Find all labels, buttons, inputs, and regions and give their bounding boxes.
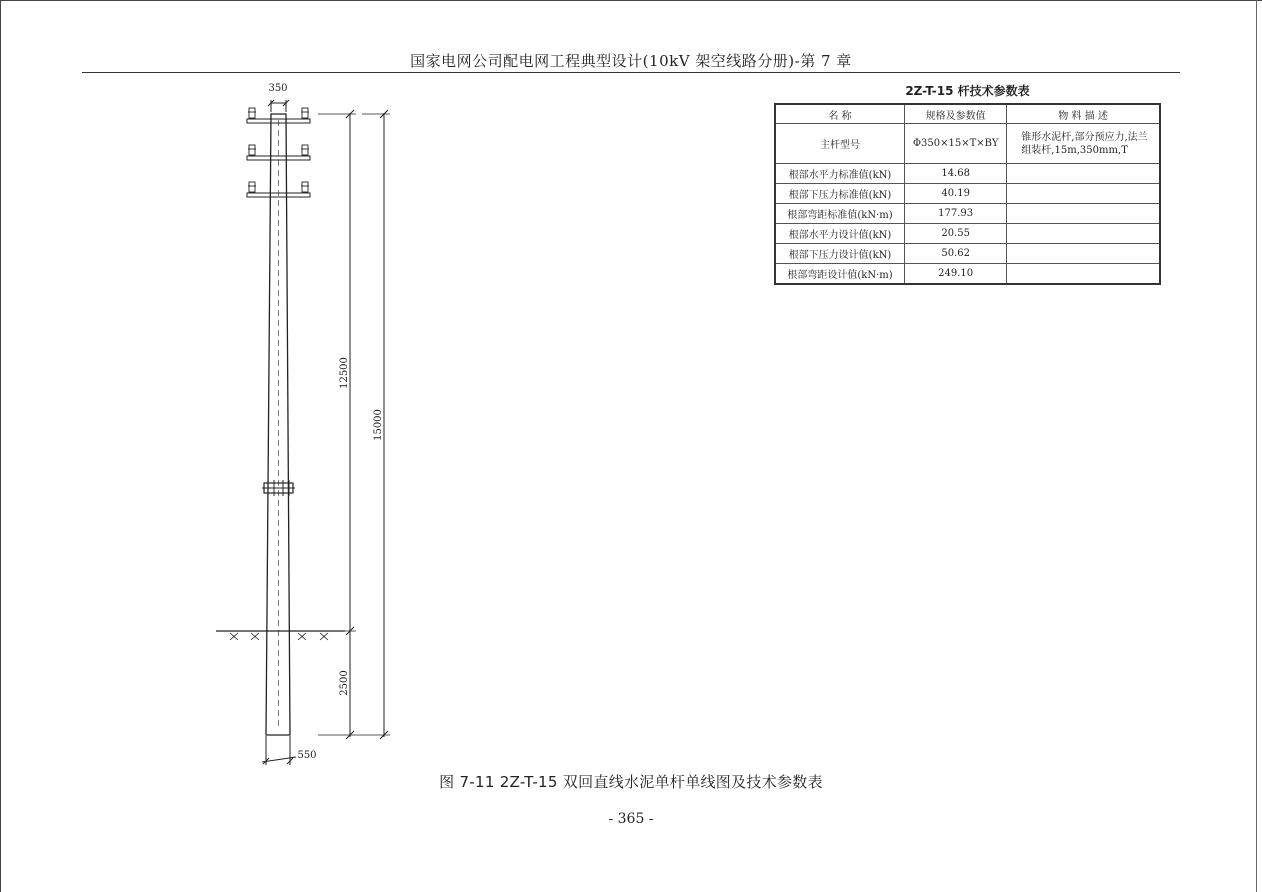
figure-caption: 图 7-11 2Z-T-15 双回直线水泥单杆单线图及技术参数表 xyxy=(439,773,823,791)
row-value: Φ350×15×T×BY xyxy=(905,124,1007,164)
row-value: 177.93 xyxy=(905,204,1007,224)
table-row xyxy=(775,204,1160,224)
header-description: 物 料 描 述 xyxy=(1007,104,1160,124)
row-description xyxy=(1007,184,1160,204)
table-row xyxy=(775,164,1160,184)
table-row xyxy=(775,224,1160,244)
row-value: 14.68 xyxy=(905,164,1007,184)
dim-upper-height: 12500 xyxy=(339,357,350,389)
row-name: 根部弯距标准值(kN·m) xyxy=(775,204,905,224)
table-row xyxy=(775,124,1160,164)
header-title: 国家电网公司配电网工程典型设计(10kV 架空线路分册)-第 7 章 xyxy=(410,52,852,70)
page-number: - 365 - xyxy=(608,811,654,827)
dim-top-width: 350 xyxy=(268,83,288,94)
row-name: 根部水平力标准值(kN) xyxy=(775,164,905,184)
row-description xyxy=(1007,204,1160,224)
row-description xyxy=(1007,264,1160,285)
row-value: 20.55 xyxy=(905,224,1007,244)
table-title: 2Z-T-15 杆技术参数表 xyxy=(905,84,1030,98)
row-value: 40.19 xyxy=(905,184,1007,204)
page-frame-right xyxy=(1256,0,1257,892)
dim-total-height: 15000 xyxy=(373,409,384,441)
table-row xyxy=(775,264,1160,285)
row-description xyxy=(1007,244,1160,264)
table-row xyxy=(775,244,1160,264)
row-name: 根部下压力设计值(kN) xyxy=(775,244,905,264)
row-name: 根部弯距设计值(kN·m) xyxy=(775,264,905,285)
header-spec: 规格及参数值 xyxy=(905,104,1007,124)
table-header-row xyxy=(775,104,1160,124)
dim-buried-depth: 2500 xyxy=(339,670,350,696)
row-name: 主杆型号 xyxy=(775,124,905,164)
row-name: 根部水平力设计值(kN) xyxy=(775,224,905,244)
row-value: 249.10 xyxy=(905,264,1007,285)
row-name: 根部下压力标准值(kN) xyxy=(775,184,905,204)
row-description: 锥形水泥杆,部分预应力,法兰组装杆,15m,350mm,T xyxy=(1007,124,1160,164)
table-row xyxy=(775,184,1160,204)
technical-parameter-table xyxy=(774,103,1161,285)
dim-bottom-width: 550 xyxy=(297,750,317,761)
row-description xyxy=(1007,224,1160,244)
header-name: 名 称 xyxy=(775,104,905,124)
row-description xyxy=(1007,164,1160,184)
row-value: 50.62 xyxy=(905,244,1007,264)
